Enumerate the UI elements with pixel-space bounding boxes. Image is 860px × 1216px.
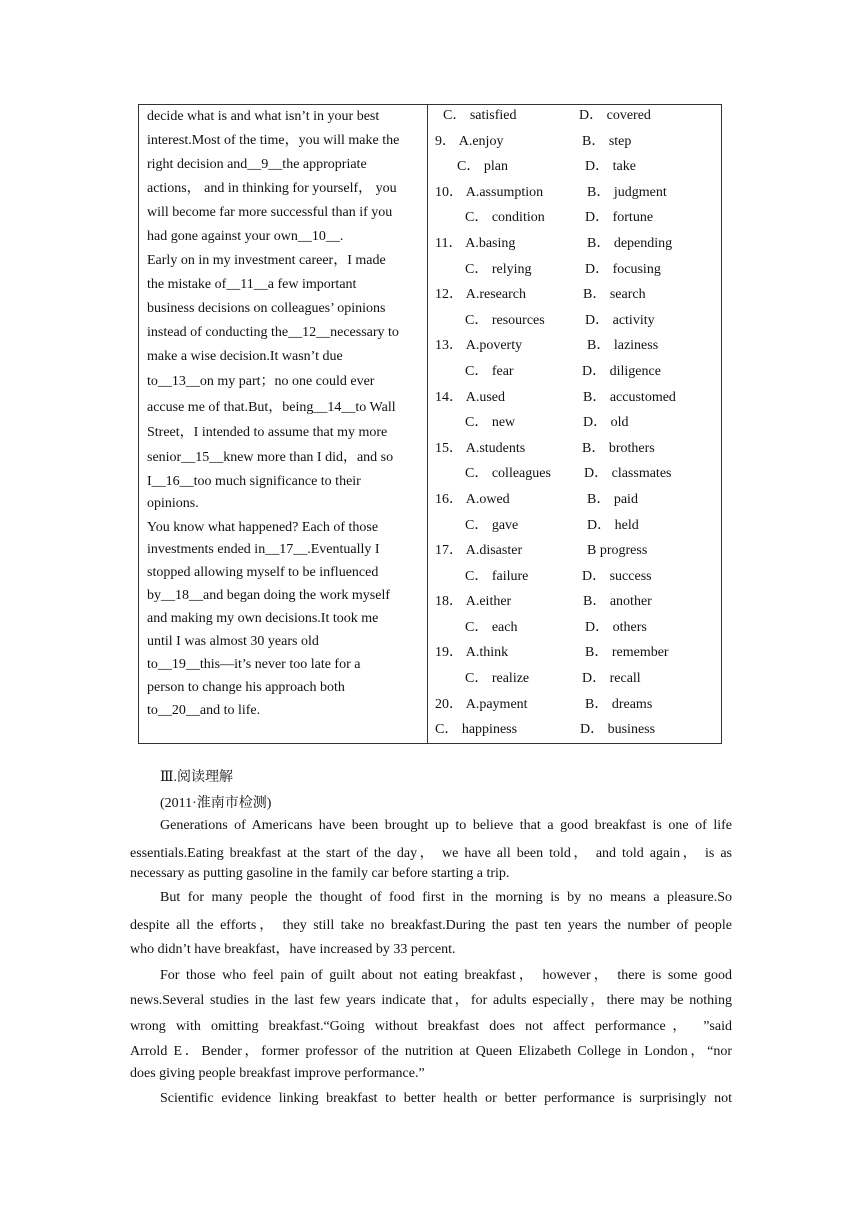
option-a: C． each xyxy=(465,619,518,635)
paragraph-line: essentials.Eating breakfast at the start of the day， we have all been told， and told again， is as xyxy=(130,846,732,861)
option-b: D． old xyxy=(583,415,629,431)
passage-line: stopped allowing myself to be influenced xyxy=(147,565,379,580)
option-row xyxy=(435,719,717,745)
passage-line: Early on in my investment career，I made xyxy=(147,253,386,268)
passage-line: make a wise decision.It wasn’t due xyxy=(147,349,343,364)
option-b: B progress xyxy=(587,543,648,559)
option-b: B． accustomed xyxy=(583,389,676,405)
paragraph-line: But for many people the thought of food first in the morning is by no means a pleasure.So xyxy=(160,890,732,905)
option-a: C． resources xyxy=(465,312,545,328)
option-a: 11． A.basing xyxy=(435,235,516,251)
option-row xyxy=(435,412,717,438)
option-a: C． relying xyxy=(465,261,532,277)
option-b: D． recall xyxy=(582,671,641,687)
option-a: C． happiness xyxy=(435,722,518,738)
passage-line: instead of conducting the__12__necessary to xyxy=(147,325,399,340)
paragraph-line: Arrold E．Bender，former professor of the nutrition at Queen Elizabeth College in London，“nor xyxy=(130,1044,732,1059)
paragraph-line: Scientific evidence linking breakfast to better health or better performance is surprisingly not xyxy=(160,1091,732,1106)
option-row xyxy=(435,182,717,208)
option-b: B． step xyxy=(582,133,632,149)
option-row xyxy=(435,233,717,259)
passage-line: and making my own decisions.It took me xyxy=(147,611,379,626)
option-b: D． activity xyxy=(585,312,655,328)
passage-line: right decision and__9__the appropriate xyxy=(147,157,367,172)
option-b: B． remember xyxy=(585,645,669,661)
option-row xyxy=(435,540,717,566)
option-a: C． fear xyxy=(465,363,514,379)
option-a: C． plan xyxy=(457,159,508,175)
passage-line: the mistake of__11__a few important xyxy=(147,277,357,292)
option-a: 19． A.think xyxy=(435,645,509,661)
paragraph-line: despite all the efforts， they still take no breakfast.During the past ten years the number of people xyxy=(130,918,732,933)
option-a: C． condition xyxy=(465,210,545,226)
option-a: 15． A.students xyxy=(435,440,526,456)
passage-line: accuse me of that.But，being__14__to Wall xyxy=(147,400,396,415)
option-row xyxy=(435,489,717,515)
option-row xyxy=(435,668,717,694)
passage-line: Street，I intended to assume that my more xyxy=(147,425,388,440)
passage-line: until I was almost 30 years old xyxy=(147,634,319,649)
option-row xyxy=(435,566,717,592)
paragraph-line: wrong with omitting breakfast.“Going without breakfast does not affect performance， ”said xyxy=(130,1019,732,1034)
option-b: B． dreams xyxy=(585,696,653,712)
passage-line: You know what happened? Each of those xyxy=(147,520,379,535)
option-b: D． fortune xyxy=(585,210,654,226)
option-a: 18． A.either xyxy=(435,594,512,610)
passage-line: actions， and in thinking for yourself， you xyxy=(147,181,397,196)
option-row xyxy=(435,207,717,233)
section-heading: Ⅲ.阅读理解 xyxy=(160,770,234,785)
option-a: 9． A.enjoy xyxy=(435,133,504,149)
option-row xyxy=(435,131,717,157)
passage-line: to__19__this—it’s never too late for a xyxy=(147,657,361,672)
option-row xyxy=(435,694,717,720)
option-b: D． take xyxy=(585,159,636,175)
option-b: B． paid xyxy=(587,491,638,507)
option-b: D． covered xyxy=(579,108,651,123)
passage-line: had gone against your own__10__. xyxy=(147,229,344,244)
option-b: B． search xyxy=(583,287,646,303)
option-a: 16． A.owed xyxy=(435,491,510,507)
option-b: B． another xyxy=(583,594,652,610)
option-a: C． new xyxy=(465,415,516,431)
option-row xyxy=(435,156,717,182)
passage-line: to__13__on my part；no one could ever xyxy=(147,374,375,389)
table-divider xyxy=(427,104,428,744)
passage-line: interest.Most of the time，you will make the xyxy=(147,133,400,148)
option-row xyxy=(435,642,717,668)
option-b: B． brothers xyxy=(582,440,655,456)
option-row xyxy=(435,105,717,131)
option-a: 10． A.assumption xyxy=(435,184,544,200)
option-row xyxy=(435,617,717,643)
passage-line: to__20__and to life. xyxy=(147,703,261,718)
passage-line: person to change his approach both xyxy=(147,680,345,695)
option-b: D． held xyxy=(587,517,639,533)
paragraph-line: news.Several studies in the last few years indicate that，for adults especially，there may be nothing xyxy=(130,993,732,1008)
paragraph-line: who didn’t have breakfast，have increased by 33 percent. xyxy=(130,942,456,957)
option-a: C． satisfied xyxy=(443,108,517,123)
option-a: C． realize xyxy=(465,671,530,687)
passage-line: opinions. xyxy=(147,496,199,511)
option-a: C． gave xyxy=(465,517,519,533)
paragraph-line: Generations of Americans have been brought up to believe that a good breakfast is one of life xyxy=(160,818,732,833)
option-b: D． diligence xyxy=(582,363,661,379)
paragraph-line: does giving people breakfast improve performance.” xyxy=(130,1066,425,1081)
passage-line: decide what is and what isn’t in your best xyxy=(147,109,380,124)
option-b: B． judgment xyxy=(587,184,667,200)
option-a: 12． A.research xyxy=(435,287,526,303)
passage-line: by__18__and began doing the work myself xyxy=(147,588,391,603)
option-a: 20． A.payment xyxy=(435,696,528,712)
option-row xyxy=(435,361,717,387)
option-row xyxy=(435,259,717,285)
option-row xyxy=(435,438,717,464)
passage-line: senior__15__knew more than I did，and so xyxy=(147,450,394,465)
option-row xyxy=(435,591,717,617)
paragraph-line: For those who feel pain of guilt about not eating breakfast， however， there is some good xyxy=(160,968,732,983)
option-a: C． colleagues xyxy=(465,466,551,482)
option-row xyxy=(435,335,717,361)
passage-line: will become far more successful than if you xyxy=(147,205,393,220)
option-row xyxy=(435,284,717,310)
section-source: (2011·淮南市检测) xyxy=(160,796,272,811)
option-row xyxy=(435,310,717,336)
option-b: D． classmates xyxy=(584,466,672,482)
passage-line: I__16__too much significance to their xyxy=(147,474,361,489)
option-b: B． depending xyxy=(587,235,673,251)
option-a: 14． A.used xyxy=(435,389,505,405)
cloze-passage xyxy=(147,105,423,723)
option-row xyxy=(435,515,717,541)
option-a: 13． A.poverty xyxy=(435,338,523,354)
passage-line: business decisions on colleagues’ opinions xyxy=(147,301,386,316)
option-b: D． focusing xyxy=(585,261,661,277)
option-row xyxy=(435,463,717,489)
option-b: D． business xyxy=(580,722,656,738)
option-b: D． others xyxy=(585,619,647,635)
answer-options xyxy=(435,105,717,745)
passage-line: investments ended in__17__.Eventually I xyxy=(147,542,380,557)
option-b: D． success xyxy=(582,568,652,584)
option-a: 17． A.disaster xyxy=(435,543,523,559)
option-b: B． laziness xyxy=(587,338,659,354)
option-row xyxy=(435,387,717,413)
paragraph-line: necessary as putting gasoline in the family car before starting a trip. xyxy=(130,866,510,881)
option-a: C． failure xyxy=(465,568,529,584)
